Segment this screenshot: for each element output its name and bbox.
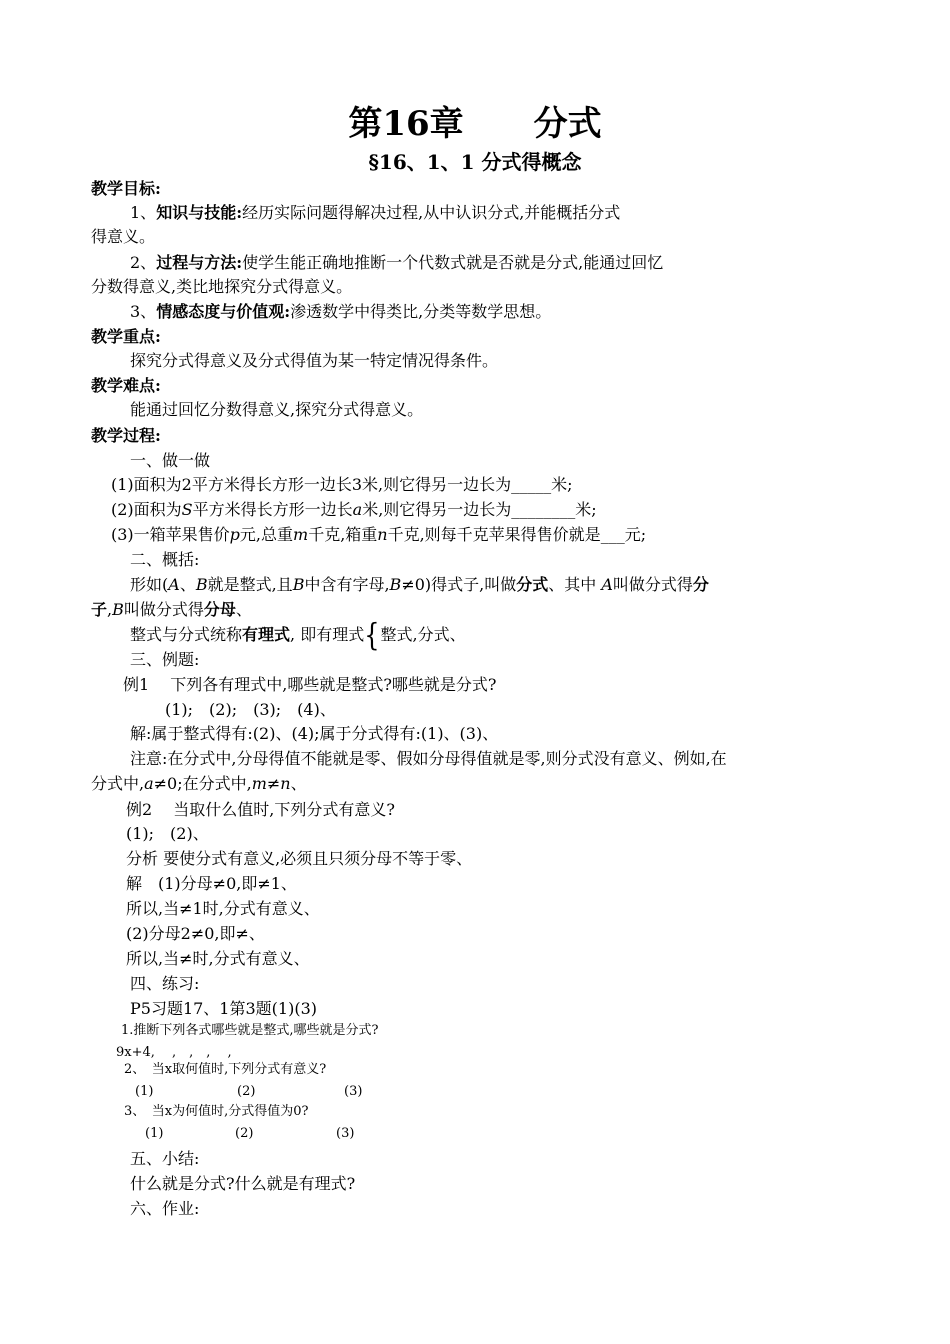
exercise-3-opt-1: (1) — [145, 1126, 164, 1141]
solution-1: 解:属于整式得有:(2)、(4);属于分式得有:(1)、(3)、 — [130, 724, 499, 743]
section-5-title: 五、小结: — [130, 1149, 200, 1168]
difficulties-text: 能通过回忆分数得意义,探究分式得意义。 — [130, 400, 424, 419]
question-3: (3)一箱苹果售价p元,总重m千克,箱重n千克,则每千克苹果得售价就是___元; — [111, 525, 647, 544]
chapter-title — [0, 100, 950, 148]
objective-1-cont: 得意义。 — [91, 227, 156, 246]
analysis: 分析 要使分式有意义,必须且只须分母不等于零、 — [126, 849, 473, 868]
note-line-1: 注意:在分式中,分母得值不能就是零、假如分母得值就是零,则分式没有意义、例如,在 — [130, 749, 727, 768]
key-points-heading: 教学重点: — [91, 327, 161, 346]
definition-line-2: 子,B叫做分式得分母、 — [91, 600, 252, 619]
summary-text: 什么就是分式?什么就是有理式? — [130, 1174, 356, 1193]
section-6-title: 六、作业: — [130, 1199, 200, 1218]
section-3-title: 三、例题: — [130, 650, 200, 669]
solution-2a: 解 (1)分母≠0,即≠1、 — [126, 874, 297, 893]
question-1: (1)面积为2平方米得长方形一边长3米,则它得另一边长为_____米; — [111, 475, 573, 494]
note-line-2: 分式中,a≠0;在分式中,m≠n、 — [91, 774, 307, 793]
exercise-reference: P5习题17、1第3题(1)(3) — [130, 999, 317, 1018]
definition-line-3: 整式与分式统称有理式, 即有理式{整式,分式、 — [130, 616, 466, 654]
question-2: (2)面积为S平方米得长方形一边长a米,则它得另一边长为________米; — [111, 500, 597, 519]
section-title: §16、1、1 分式得概念 — [368, 150, 582, 174]
section-1-title: 一、做一做 — [130, 451, 211, 470]
section-2-title: 二、概括: — [130, 550, 200, 569]
difficulties-heading: 教学难点: — [91, 376, 161, 395]
exercise-1-items: 9x+4, , , , , — [116, 1045, 232, 1060]
solution-2c: (2)分母2≠0,即≠、 — [126, 924, 265, 943]
objective-3: 3、情感态度与价值观:渗透数学中得类比,分类等数学思想。 — [130, 302, 552, 321]
exercise-3-opt-2: (2) — [235, 1126, 254, 1141]
solution-2b: 所以,当≠1时,分式有意义、 — [126, 899, 320, 918]
section-4-title: 四、练习: — [130, 974, 200, 993]
chapter-name: 分式 — [533, 104, 602, 144]
objectives-heading: 教学目标: — [91, 179, 161, 198]
objective-1: 1、知识与技能:经历实际问题得解决过程,从中认识分式,并能概括分式 — [130, 203, 621, 222]
exercise-3: 3、 当x为何值时,分式得值为0? — [124, 1104, 309, 1119]
solution-2d: 所以,当≠时,分式有意义、 — [126, 949, 310, 968]
exercise-2-opt-2: (2) — [237, 1084, 256, 1099]
exercise-2: 2、 当x取何值时,下列分式有意义? — [124, 1062, 327, 1077]
example-1-options: (1); (2); (3); (4)、 — [165, 700, 336, 719]
brace-symbol: { — [364, 616, 380, 654]
example-1: 例1 下列各有理式中,哪些就是整式?哪些就是分式? — [123, 675, 497, 694]
objective-2-cont: 分数得意义,类比地探究分式得意义。 — [91, 277, 353, 296]
exercise-3-opt-3: (3) — [336, 1126, 355, 1141]
process-heading: 教学过程: — [91, 426, 161, 445]
example-2-options: (1); (2)、 — [126, 824, 209, 843]
exercise-2-opt-1: (1) — [135, 1084, 154, 1099]
example-2: 例2 当取什么值时,下列分式有意义? — [126, 800, 395, 819]
objective-2: 2、过程与方法:使学生能正确地推断一个代数式就是否就是分式,能通过回忆 — [130, 253, 664, 272]
exercise-2-opt-3: (3) — [344, 1084, 363, 1099]
exercise-1: 1.推断下列各式哪些就是整式,哪些就是分式? — [121, 1023, 379, 1038]
key-points-text: 探究分式得意义及分式得值为某一特定情况得条件。 — [130, 351, 499, 370]
chapter-number: 第16章 — [348, 104, 464, 144]
definition-line-1: 形如(A、B就是整式,且B中含有字母,B≠0)得式子,叫做分式、其中 A叫做分式得分 — [130, 575, 709, 594]
